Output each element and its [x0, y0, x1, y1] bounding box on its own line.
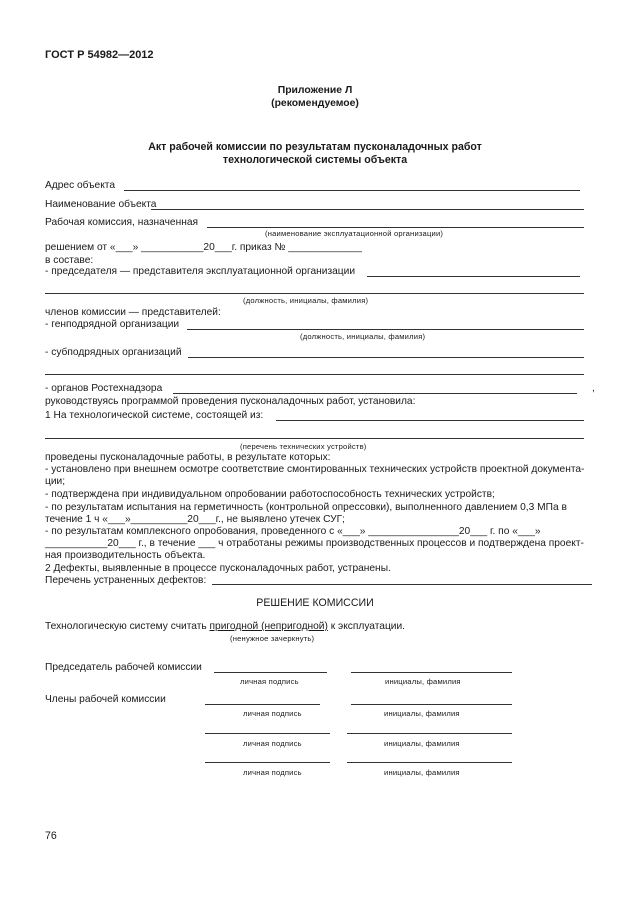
- member1-name-line[interactable]: [351, 704, 512, 705]
- body-line-4: - подтверждена при индивидуальном опробовании работоспособность технических устройств;: [45, 489, 495, 500]
- chairman-signature-label: Председатель рабочей комиссии: [45, 662, 202, 673]
- chairman-signature-line[interactable]: [214, 672, 327, 673]
- position-note-2: (должность, инициалы, фамилия): [300, 332, 426, 341]
- chairman-label: - председателя — представителя эксплуатационной организации: [45, 266, 356, 277]
- rostekhnadzor-field-line[interactable]: [173, 393, 577, 394]
- decision-text-underlined[interactable]: пригодной (непригодной): [209, 621, 328, 632]
- subcontractors-field-line[interactable]: [188, 357, 584, 358]
- decision-text-after: к эксплуатации.: [327, 621, 406, 632]
- body-line-8: ___________20___ г., в течение ___ ч отработаны режимы производственных процессов и подтверждена проект-: [45, 538, 584, 549]
- member1-signature-note: личная подпись: [243, 709, 302, 718]
- member2-name-line[interactable]: [347, 733, 512, 734]
- rostekhnadzor-label: - органов Ростехнадзора: [45, 383, 163, 394]
- body-line-6: течение 1 ч «___»__________20___г., не выявлено утечек СУГ;: [45, 514, 345, 525]
- rostekhnadzor-comma: ,: [592, 383, 595, 394]
- member2-name-note: инициалы, фамилия: [384, 739, 460, 748]
- member2-signature-note: личная подпись: [243, 739, 302, 748]
- decision-text: [45, 621, 405, 632]
- commission-field-line[interactable]: [207, 227, 584, 228]
- page-number: 76: [45, 830, 57, 842]
- decision-line: решением от «___» ___________20___г. приказ № _____________: [45, 242, 362, 253]
- general-contractor-label: - генподрядной организации: [45, 319, 180, 330]
- chairman-name-note: инициалы, фамилия: [385, 677, 461, 686]
- appendix-title: Приложение Л: [277, 85, 353, 96]
- address-label: Адрес объекта: [45, 180, 115, 191]
- chairman-field-line-2[interactable]: [45, 293, 584, 294]
- member3-signature-note: личная подпись: [243, 768, 302, 777]
- item1-field-line-2[interactable]: [45, 438, 584, 439]
- member2-signature-line[interactable]: [205, 733, 330, 734]
- body-line-2: - установлено при внешнем осмотре соответствие смонтированных технических устройств проектной документа-: [45, 464, 585, 475]
- commission-note: (наименование эксплуатационной организации): [265, 229, 444, 238]
- standard-header: ГОСТ Р 54982—2012: [45, 49, 154, 61]
- chairman-name-line[interactable]: [351, 672, 512, 673]
- member1-signature-line[interactable]: [205, 704, 320, 705]
- act-title-line2: технологической системы объекта: [222, 154, 408, 166]
- member3-signature-line[interactable]: [205, 762, 330, 763]
- body-line-3: ции;: [45, 476, 66, 487]
- body-line-1: проведены пусконаладочные работы, в результате которых:: [45, 452, 331, 463]
- member1-name-note: инициалы, фамилия: [384, 709, 460, 718]
- decision-title: РЕШЕНИЕ КОМИССИИ: [256, 597, 374, 609]
- chairman-field-line[interactable]: [367, 276, 580, 277]
- chairman-signature-note: личная подпись: [240, 677, 299, 686]
- body-line-7: - по результатам комплексного опробования, проведенного с «___» ________________20___ г. по «___»: [45, 526, 541, 537]
- object-name-field-line[interactable]: [151, 209, 584, 210]
- member3-name-line[interactable]: [347, 762, 512, 763]
- body-line-9: ная производительность объекта.: [45, 550, 206, 561]
- general-contractor-field-line[interactable]: [187, 329, 584, 330]
- address-field-line[interactable]: [124, 190, 580, 191]
- defects-field-line[interactable]: [212, 584, 592, 585]
- position-note-1: (должность, инициалы, фамилия): [243, 296, 369, 305]
- composition-label: в составе:: [45, 255, 94, 266]
- body-line-11: Перечень устраненных дефектов:: [45, 575, 207, 586]
- decision-note: (ненужное зачеркнуть): [230, 634, 315, 643]
- commission-label: Рабочая комиссия, назначенная: [45, 217, 199, 228]
- member3-name-note: инициалы, фамилия: [384, 768, 460, 777]
- item1-label: 1 На технологической системе, состоящей из:: [45, 410, 264, 421]
- body-line-5: - по результатам испытания на герметичность (контрольной опрессовки), выполненного давлением 0,3 МПа в: [45, 502, 567, 513]
- act-title-line1: Акт рабочей комиссии по результатам пусконаладочных работ: [148, 141, 482, 153]
- item1-field-line[interactable]: [276, 420, 584, 421]
- members-label: членов комиссии — представителей:: [45, 307, 221, 318]
- devices-note: (перечень технических устройств): [240, 442, 367, 451]
- guided-text: руководствуясь программой проведения пусконаладочных работ, установила:: [45, 396, 416, 407]
- subcontractors-field-line-2[interactable]: [45, 374, 584, 375]
- appendix-subtitle: (рекомендуемое): [271, 98, 359, 109]
- members-signature-label: Члены рабочей комиссии: [45, 694, 166, 705]
- body-line-10: 2 Дефекты, выявленные в процессе пусконаладочных работ, устранены.: [45, 563, 391, 574]
- subcontractors-label: - субподрядных организаций: [45, 347, 182, 358]
- object-name-label: Наименование объекта: [45, 199, 157, 210]
- decision-text-before: Технологическую систему считать: [45, 621, 210, 632]
